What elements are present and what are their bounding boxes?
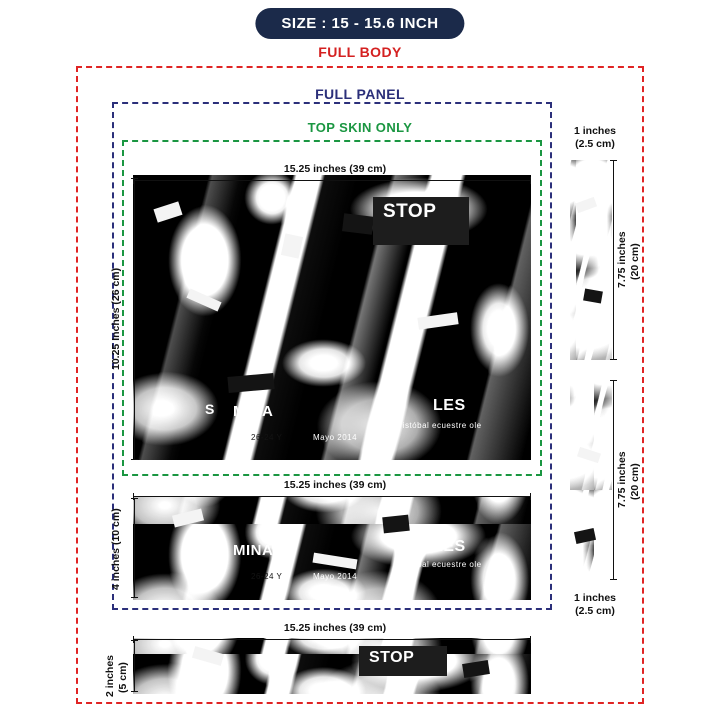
- artwork-text-crist: cristóbal ecuestre ole: [395, 560, 482, 569]
- side-upper-height-line: [613, 160, 614, 360]
- bottom-height-label-line1: 2 inches: [104, 654, 116, 698]
- artwork-text-crist: cristóbal ecuestre ole: [395, 421, 482, 430]
- top-height-line: [134, 178, 135, 460]
- side-top-gap-label: [560, 125, 630, 151]
- paper-speck: [382, 515, 410, 534]
- artwork-grunge-top: [133, 175, 531, 460]
- artwork-text-stop: STOP: [369, 649, 415, 666]
- middle-width-line: [133, 496, 531, 497]
- side-bottom-gap-label-line2: (2.5 cm): [575, 605, 615, 618]
- bottom-panel-artwork: [133, 638, 531, 694]
- artwork-text-lfs: LES: [433, 538, 466, 555]
- side-strip-lower: [570, 380, 612, 580]
- artwork-text-mayo: Mayo 2014: [313, 572, 358, 581]
- artwork-text-lfs: LES: [433, 397, 466, 414]
- side-lower-height-label-line1: 7.75 inches: [616, 451, 628, 509]
- side-strip-upper: [570, 160, 612, 360]
- side-bottom-gap-label-line1: 1 inches: [573, 592, 617, 604]
- grunge-texture: [133, 175, 531, 460]
- artwork-grunge-bottom: [133, 638, 531, 694]
- top-width-line: [133, 180, 531, 181]
- artwork-text-s: S: [205, 401, 215, 417]
- side-upper-height-label-line2: (20 cm): [629, 243, 641, 281]
- side-top-gap-label-line2: (2.5 cm): [575, 138, 615, 151]
- grunge-texture: [570, 380, 612, 580]
- artwork-grunge-side-lower: [570, 380, 612, 580]
- middle-height-label: 4 inches (10 cm): [110, 508, 122, 590]
- top-height-label: 10.25 Inches (26 cm): [110, 267, 122, 371]
- side-bottom-gap-label: [560, 592, 630, 618]
- side-lower-height-label-line2: (20 cm): [629, 463, 641, 501]
- size-badge: SIZE : 15 - 15.6 INCH: [255, 8, 464, 39]
- artwork-text-mayo: Mayo 2014: [313, 433, 358, 442]
- top-skin-only-label: TOP SKIN ONLY: [307, 120, 413, 135]
- bottom-height-line: [134, 640, 135, 692]
- full-body-label: FULL BODY: [318, 44, 402, 60]
- grunge-texture: [570, 160, 612, 360]
- paper-speck: [342, 213, 374, 235]
- artwork-text-minarcles: MINA: [233, 542, 274, 559]
- artwork-text-fecha: 26-24 Y: [251, 572, 283, 581]
- full-panel-label: FULL PANEL: [315, 86, 405, 102]
- middle-height-line: [134, 498, 135, 598]
- middle-width-label: 15.25 inches (39 cm): [283, 479, 387, 491]
- top-skin-artwork: [133, 175, 531, 460]
- bottom-width-label: 15.25 inches (39 cm): [283, 622, 387, 634]
- artwork-grunge-middle: [133, 496, 531, 600]
- artwork-text-stop: STOP: [383, 201, 437, 222]
- side-lower-height-line: [613, 380, 614, 580]
- bottom-width-line: [133, 639, 531, 640]
- artwork-grunge-side-upper: [570, 160, 612, 360]
- side-top-gap-label-line1: 1 inches: [573, 125, 617, 137]
- artwork-text-s: S: [205, 540, 215, 556]
- artwork-text-minarcles: MINA: [233, 403, 274, 420]
- side-upper-height-label-line1: 7.75 inches: [616, 231, 628, 289]
- artwork-text-fecha: 26-24 Y: [251, 433, 283, 442]
- top-width-label: 15.25 inches (39 cm): [283, 163, 387, 175]
- middle-panel-artwork: [133, 496, 531, 600]
- bottom-height-label-line2: (5 cm): [117, 662, 129, 694]
